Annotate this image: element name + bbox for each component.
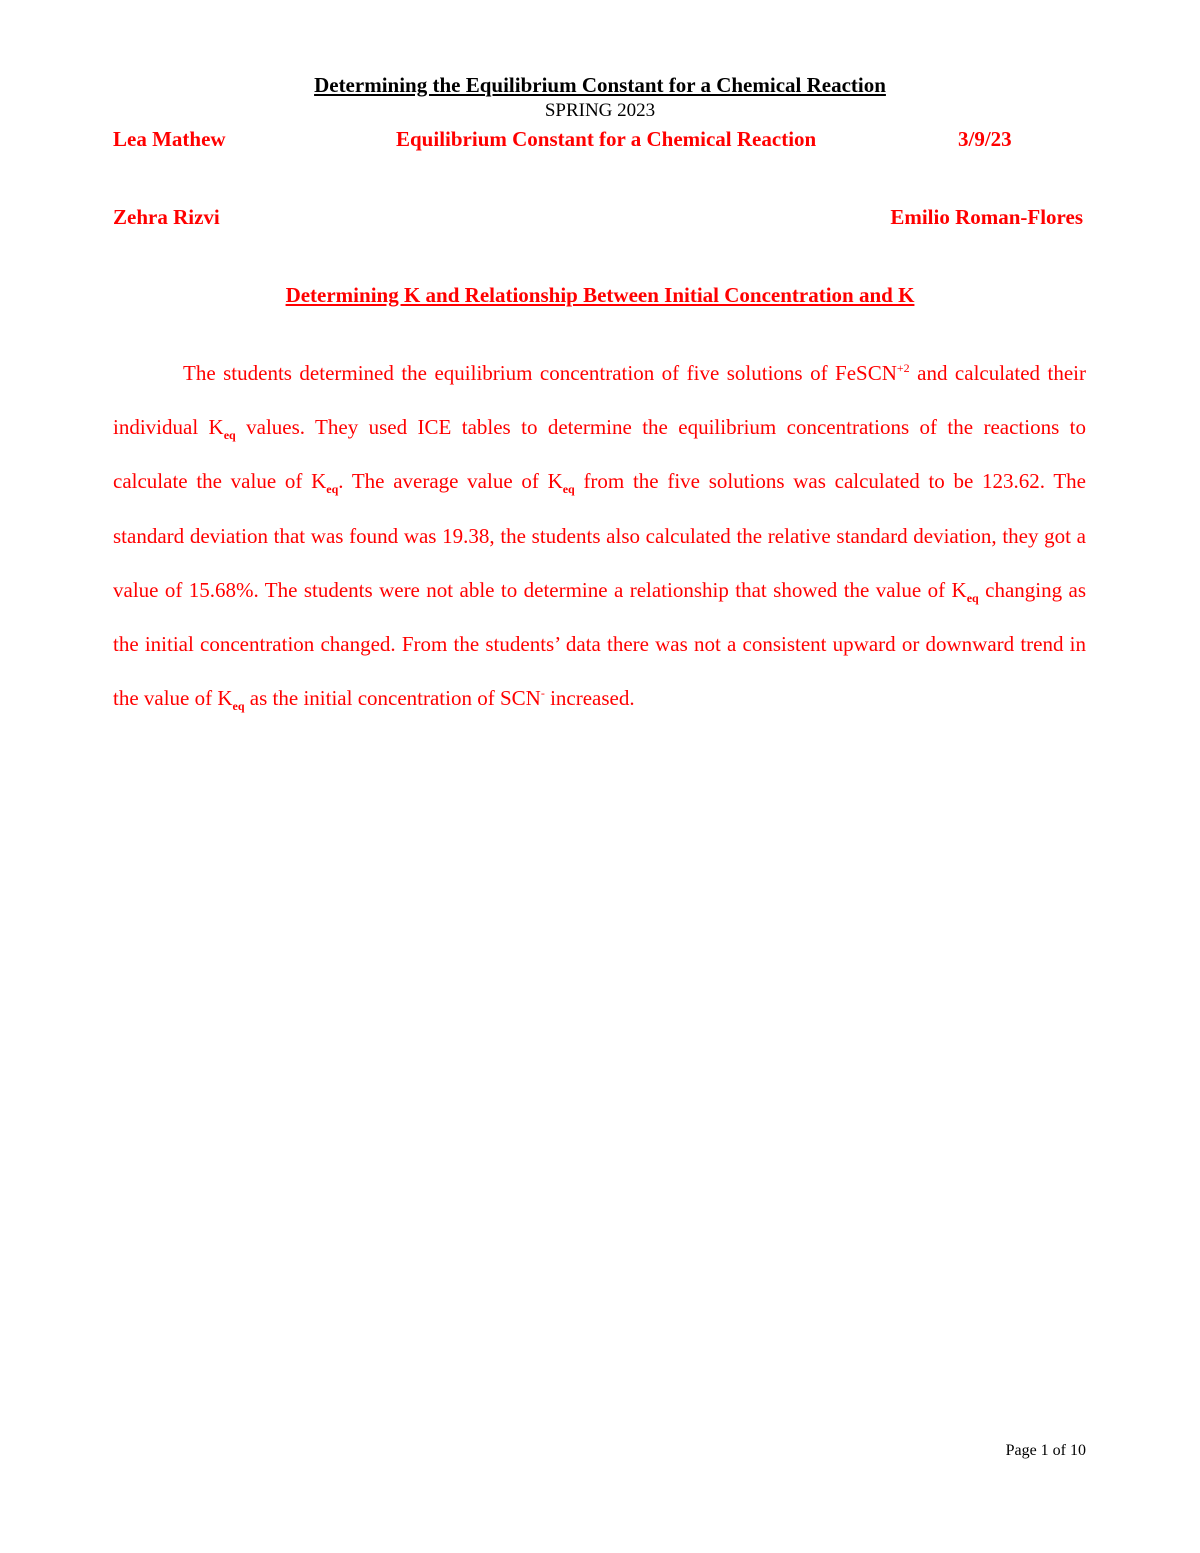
keq-subscript: eq bbox=[326, 482, 339, 497]
keq-subscript: eq bbox=[562, 482, 575, 497]
keq-subscript: eq bbox=[966, 591, 979, 605]
paragraph-text: The students determined the equilibrium concentration of five solutions of FeSCN bbox=[183, 361, 897, 385]
paragraph-text: from the five solutions was calculated to be 123.62. The standard deviation that was found was 19.38, the students also calculated the relative standard deviation, they got a value of 15.68%. The students were not able to determine a relationship that showed the value of K bbox=[113, 469, 1086, 602]
paragraph-text: values. They used ICE tables to determine the equilibrium concentrations of the reactions to calculate the value of K bbox=[113, 415, 1087, 494]
report-date: 3/9/23 bbox=[958, 127, 1012, 151]
keq-subscript: eq bbox=[232, 699, 245, 714]
paragraph-text: . The average value of K bbox=[338, 469, 563, 494]
paragraph-text: increased. bbox=[544, 686, 635, 711]
author-name-1: Lea Mathew bbox=[113, 127, 226, 151]
document-title: Determining the Equilibrium Constant for a Chemical Reaction bbox=[314, 73, 886, 97]
author-name-3: Emilio Roman-Flores bbox=[890, 205, 1083, 229]
body-paragraph bbox=[113, 346, 1086, 725]
paragraph-text: as the initial concentration of SCN bbox=[244, 686, 541, 711]
scn-charge: - bbox=[540, 686, 545, 701]
section-heading: Determining K and Relationship Between Initial Concentration and K bbox=[285, 283, 915, 307]
keq-subscript: eq bbox=[223, 428, 236, 443]
page-number: Page 1 of 10 bbox=[1005, 1442, 1086, 1459]
experiment-title: Equilibrium Constant for a Chemical Reaction bbox=[396, 127, 817, 151]
paragraph-text: changing as the initial concentration changed. From the students’ data there was not a consistent upward or downward trend in the value of K bbox=[113, 577, 1086, 711]
author-name-2: Zehra Rizvi bbox=[113, 205, 220, 229]
document-term: SPRING 2023 bbox=[544, 100, 656, 121]
fescn-charge: +2 bbox=[896, 361, 910, 375]
paragraph-text: and calculated their individual K bbox=[113, 361, 1086, 440]
